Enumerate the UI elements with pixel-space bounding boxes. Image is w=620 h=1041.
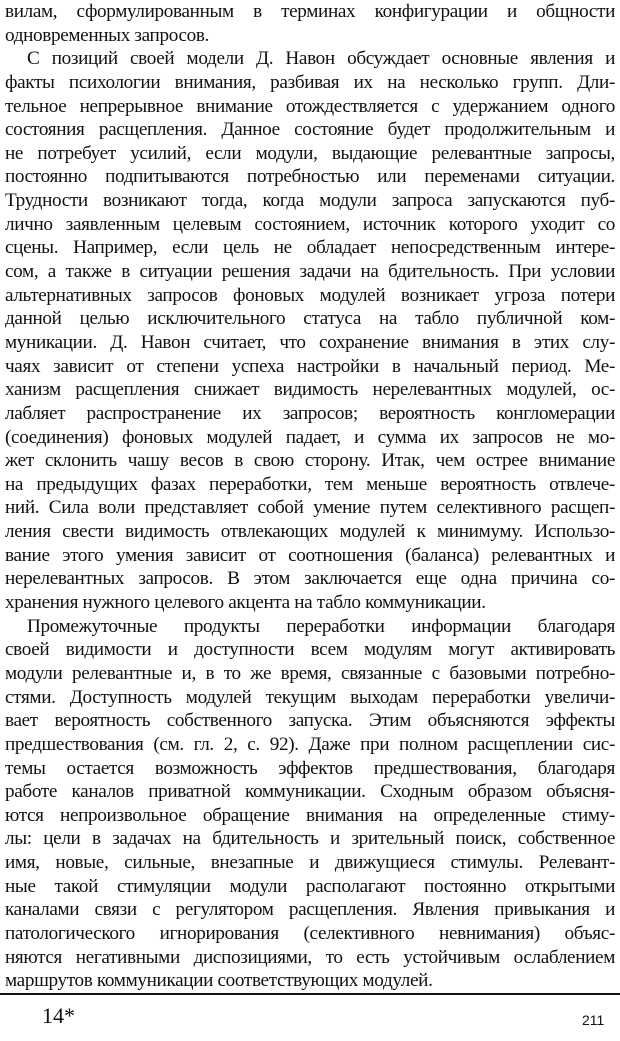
text-line: предшествования (см. гл. 2, с. 92). Даже при полном расщеплении сис- [5,733,615,755]
text-line: ления свести видимость отвлекающих модулей к минимуму. Использо- [5,521,615,543]
text-line: факты психологии внимания, разбивая их на несколько групп. Дли- [5,71,615,93]
text-line: данной целью исключительного статуса на табло публичной ком- [5,308,615,330]
text-line: ются непроизвольное обращение внимания на определенные стиму- [5,804,615,826]
text-line: муникации. Д. Навон считает, что сохранение внимания в этих слу- [5,331,615,353]
text-line: няются негативными диспозициями, то есть устойчивым ослаблением [5,946,615,968]
text-line: состояния расщепления. Данное состояние будет продолжительным и [5,119,615,141]
text-line: Промежуточные продукты переработки информации благодаря [27,615,615,637]
text-line: Трудности возникают тогда, когда модули запроса запускаются пуб- [5,190,615,212]
text-line: модули релевантные и, в то же время, связанные с базовыми потребно- [5,662,615,684]
text-line: ные такой стимуляции модули располагают постоянно открытыми [5,875,615,897]
text-line: (соединения) фоновых модулей падает, и сумма их запросов не мо- [5,426,615,448]
page-body-text [5,0,615,993]
text-line: хранения нужного целевого акцента на табло коммуникации. [5,592,486,614]
text-line: лабляет распространение их запросов; вероятность конгломерации [5,402,615,424]
page-number: 211 [582,1012,605,1028]
text-line: ний. Сила воли представляет собой умение путем селективного расщеп- [5,497,615,519]
text-line: одновременных запросов. [5,24,210,46]
text-line: тельное непрерывное внимание отождествляется с удержанием одного [5,95,615,117]
text-line: сцены. Например, если цель не обладает непосредственным интере- [5,237,615,259]
text-line: сом, а также в ситуации решения задачи на бдительность. При условии [5,261,615,283]
text-line: каналами связи с регулятором расщепления. Явления привыкания и [5,899,615,921]
text-line: стями. Доступность модулей текущим выходам переработки увеличи- [5,686,615,708]
text-line: темы остается возможность эффектов предшествования, благодаря [5,757,615,779]
text-line: постоянно подпитываются потребностью или переменами ситуации. [5,166,615,188]
text-line: вилам, сформулированным в терминах конфигурации и общности [5,1,615,22]
text-line: жет склонить чашу весов в свою сторону. Итак, чем острее внимание [5,450,615,472]
text-line: лично заявленным целевым состоянием, источник которого уходит со [5,213,615,235]
text-line: своей видимости и доступности всем модулям могут активировать [5,639,615,661]
text-line: на предыдущих фазах переработки, тем меньше вероятность отвлече- [5,473,615,495]
text-line: ханизм расщепления снижает видимость нерелевантных модулей, ос- [5,379,615,401]
text-line: патологического игнорирования (селективного невнимания) объяс- [5,922,615,944]
text-line: работе каналов приватной коммуникации. Сходным образом объясня- [5,781,615,803]
text-line: вает вероятность собственного запуска. Этим объясняются эффекты [5,710,615,732]
text-line: вание этого умения зависит от соотношения (баланса) релевантных и [5,544,615,566]
text-line: имя, новые, сильные, внезапные и движущиеся стимулы. Релевант- [5,852,615,874]
text-line: маршрутов коммуникации соответствующих модулей. [5,970,433,992]
text-line: С позиций своей модели Д. Навон обсуждает основные явления и [27,48,615,70]
text-line: лы: цели в задачах на бдительность и зрительный поиск, собственное [5,828,615,850]
signature-mark: 14* [42,1003,75,1028]
text-line: чаях зависит от степени успеха настройки в начальный период. Ме- [5,355,615,377]
text-line: альтернативных запросов фоновых модулей возникает угроза потери [5,284,615,306]
text-line: нерелевантных запросов. В этом заключается еще одна причина со- [5,568,615,590]
footer-divider [0,993,620,995]
text-line: не потребует усилий, если модули, выдающие релевантные запросы, [5,142,615,164]
